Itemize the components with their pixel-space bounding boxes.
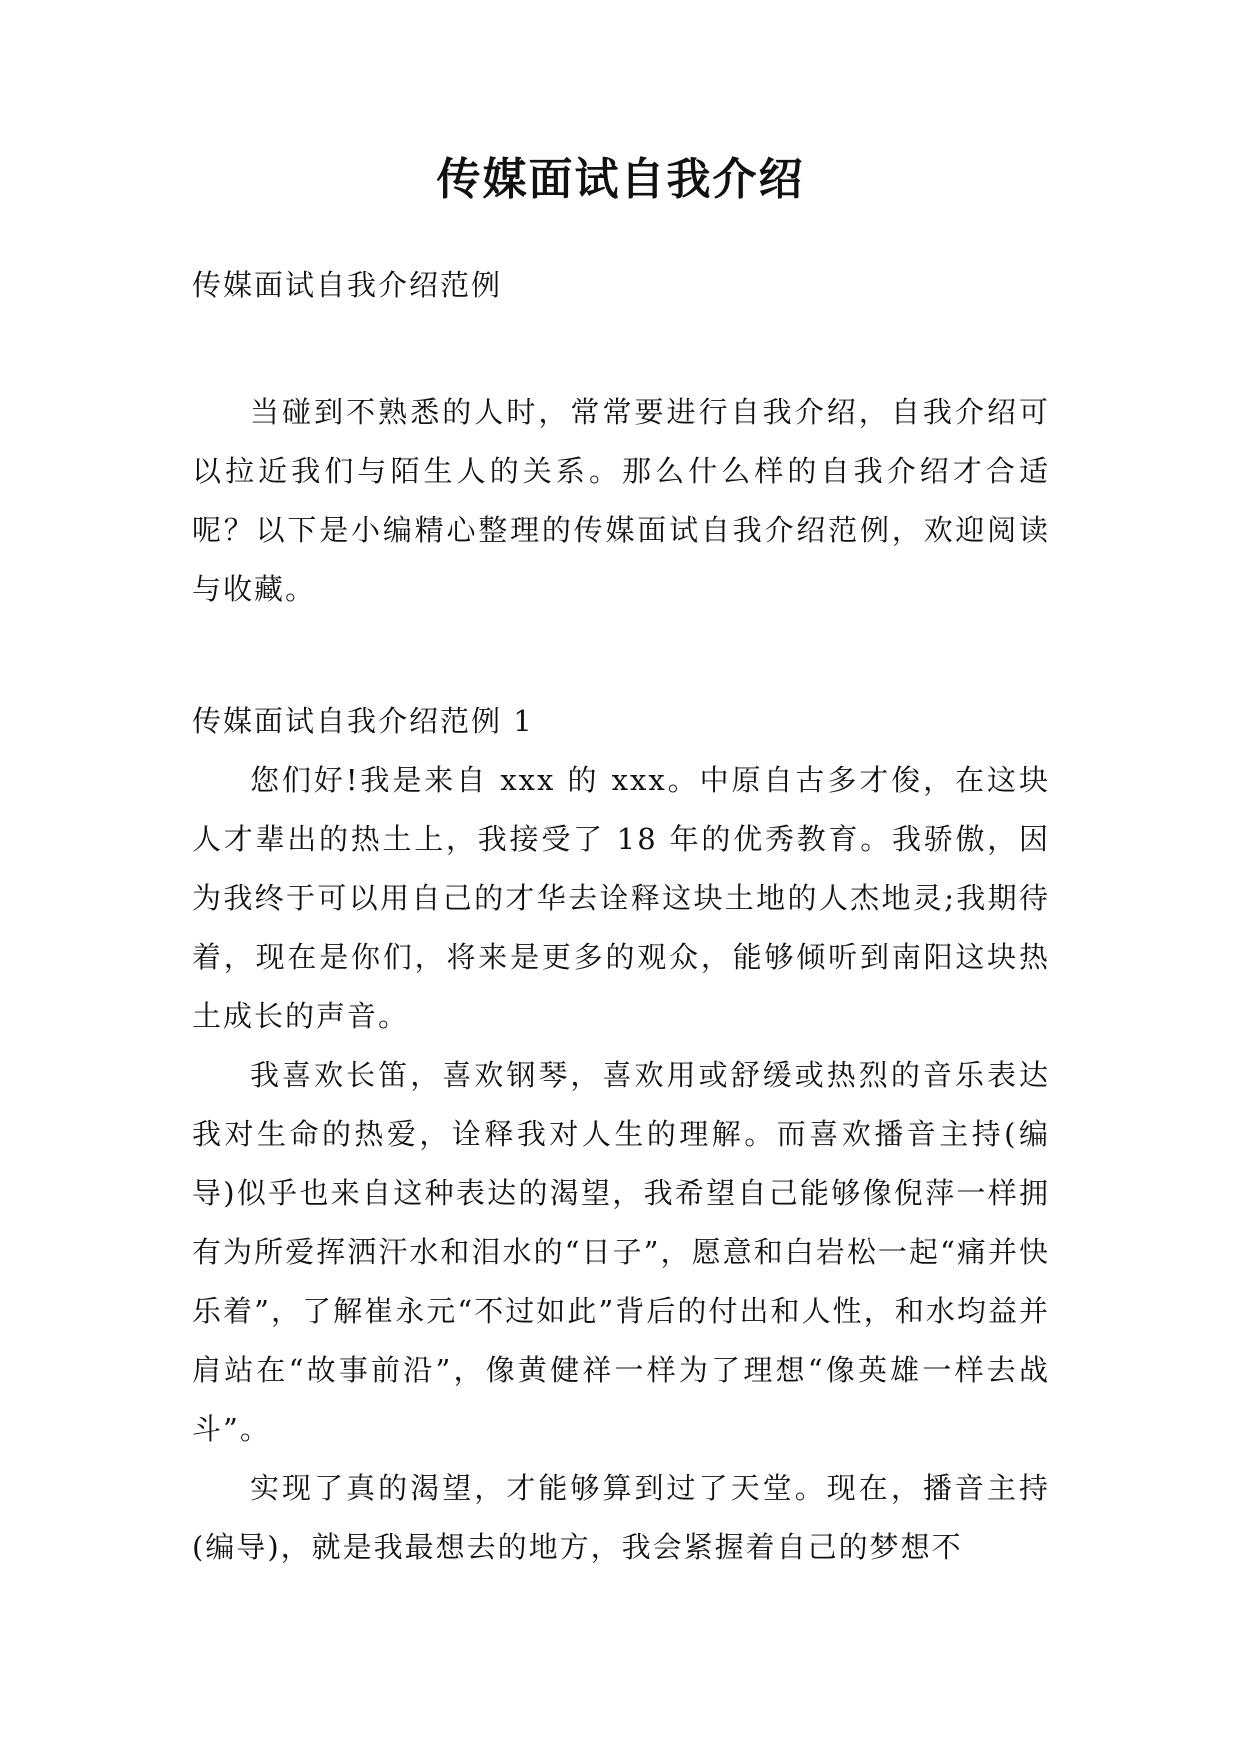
intro-paragraph: 当碰到不熟悉的人时，常常要进行自我介绍，自我介绍可以拉近我们与陌生人的关系。那么什么样的自我介绍才合适呢？以下是小编精心整理的传媒面试自我介绍范例，欢迎阅读与收藏。 — [192, 395, 1050, 606]
section-heading: 传媒面试自我介绍范例 1 — [192, 704, 534, 738]
body-paragraph: 我喜欢长笛，喜欢钢琴，喜欢用或舒缓或热烈的音乐表达我对生命的热爱，诠释我对人生的理解。而喜欢播音主持(编导)似乎也来自这种表达的渴望，我希望自己能够像倪萍一样拥有为所爱挥洒汗水和泪水的“日子”，愿意和白岩松一起“痛并快乐着”，了解崔永元“不过如此”背后的付出和人性，和水均益并肩站在“故事前沿”，像黄健祥一样为了理想“像英雄一样去战斗”。 — [192, 1058, 1050, 1446]
document-title: 传媒面试自我介绍 — [436, 154, 805, 205]
spacer — [192, 315, 1050, 383]
document-body — [192, 256, 1050, 1577]
body-paragraph: 实现了真的渴望，才能够算到过了天堂。现在，播音主持(编导)，就是我最想去的地方，我会紧握着自己的梦想不 — [192, 1471, 1050, 1564]
spacer — [192, 619, 1050, 692]
document-subtitle: 传媒面试自我介绍范例 — [192, 268, 503, 302]
body-paragraph: 您们好!我是来自 xxx 的 xxx。中原自古多才俊，在这块人才辈出的热土上，我接受了 18 年的优秀教育。我骄傲，因为我终于可以用自己的才华去诠释这块土地的人杰地灵;我期待着，现在是你们，将来是更多的观众，能够倾听到南阳这块热土成长的声音。 — [192, 763, 1050, 1033]
